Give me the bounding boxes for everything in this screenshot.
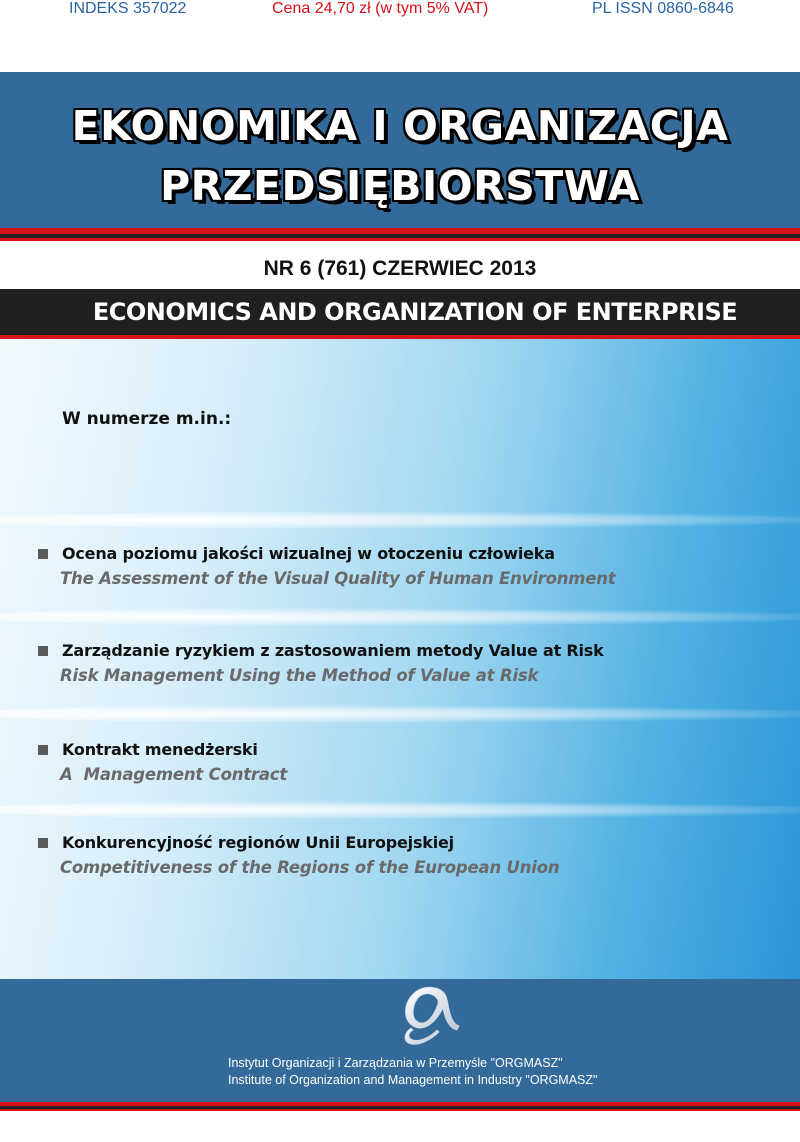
light-streak [0, 705, 800, 723]
journal-title-line-2: PRZEDSIĘBIORSTWA [160, 162, 640, 210]
red-divider [0, 238, 800, 241]
light-streak [0, 511, 800, 529]
article-title-en: Competitiveness of the Regions of the European Union [60, 858, 560, 877]
article-title-en: A Management Contract [60, 765, 288, 784]
journal-title-line-1: EKONOMIKA I ORGANIZACJA [71, 102, 729, 150]
article-title-pl: Zarządzanie ryzykiem z zastosowaniem metody Value at Risk [62, 641, 604, 660]
english-title: ECONOMICS AND ORGANIZATION OF ENTERPRISE [92, 298, 738, 326]
square-bullet-icon [38, 838, 48, 848]
alpha-logo-icon [393, 980, 463, 1050]
publisher-name-en: Institute of Organization and Management in Industry "ORGMASZ" [228, 1073, 598, 1087]
price-label: Cena 24,70 zł (w tym 5% VAT) [272, 0, 489, 17]
article-title-en: Risk Management Using the Method of Value at Risk [60, 666, 539, 685]
light-streak [0, 608, 800, 626]
index-number: INDEKS 357022 [69, 0, 187, 17]
article-title-pl: Ocena poziomu jakości wizualnej w otoczeniu człowieka [62, 544, 555, 563]
square-bullet-icon [38, 745, 48, 755]
publisher-name-pl: Instytut Organizacji i Zarządzania w Przemyśle "ORGMASZ" [228, 1056, 563, 1070]
contents-heading: W numerze m.in.: [62, 409, 232, 429]
article-title-en: The Assessment of the Visual Quality of Human Environment [60, 569, 616, 588]
square-bullet-icon [38, 549, 48, 559]
article-title-pl: Konkurencyjność regionów Unii Europejskiej [62, 833, 454, 852]
light-streak [0, 801, 800, 819]
article-title-pl: Kontrakt menedżerski [62, 740, 258, 759]
square-bullet-icon [38, 646, 48, 656]
issn-number: PL ISSN 0860-6846 [592, 0, 734, 17]
red-divider [0, 1109, 800, 1111]
issue-number: NR 6 (761) CZERWIEC 2013 [263, 257, 537, 280]
